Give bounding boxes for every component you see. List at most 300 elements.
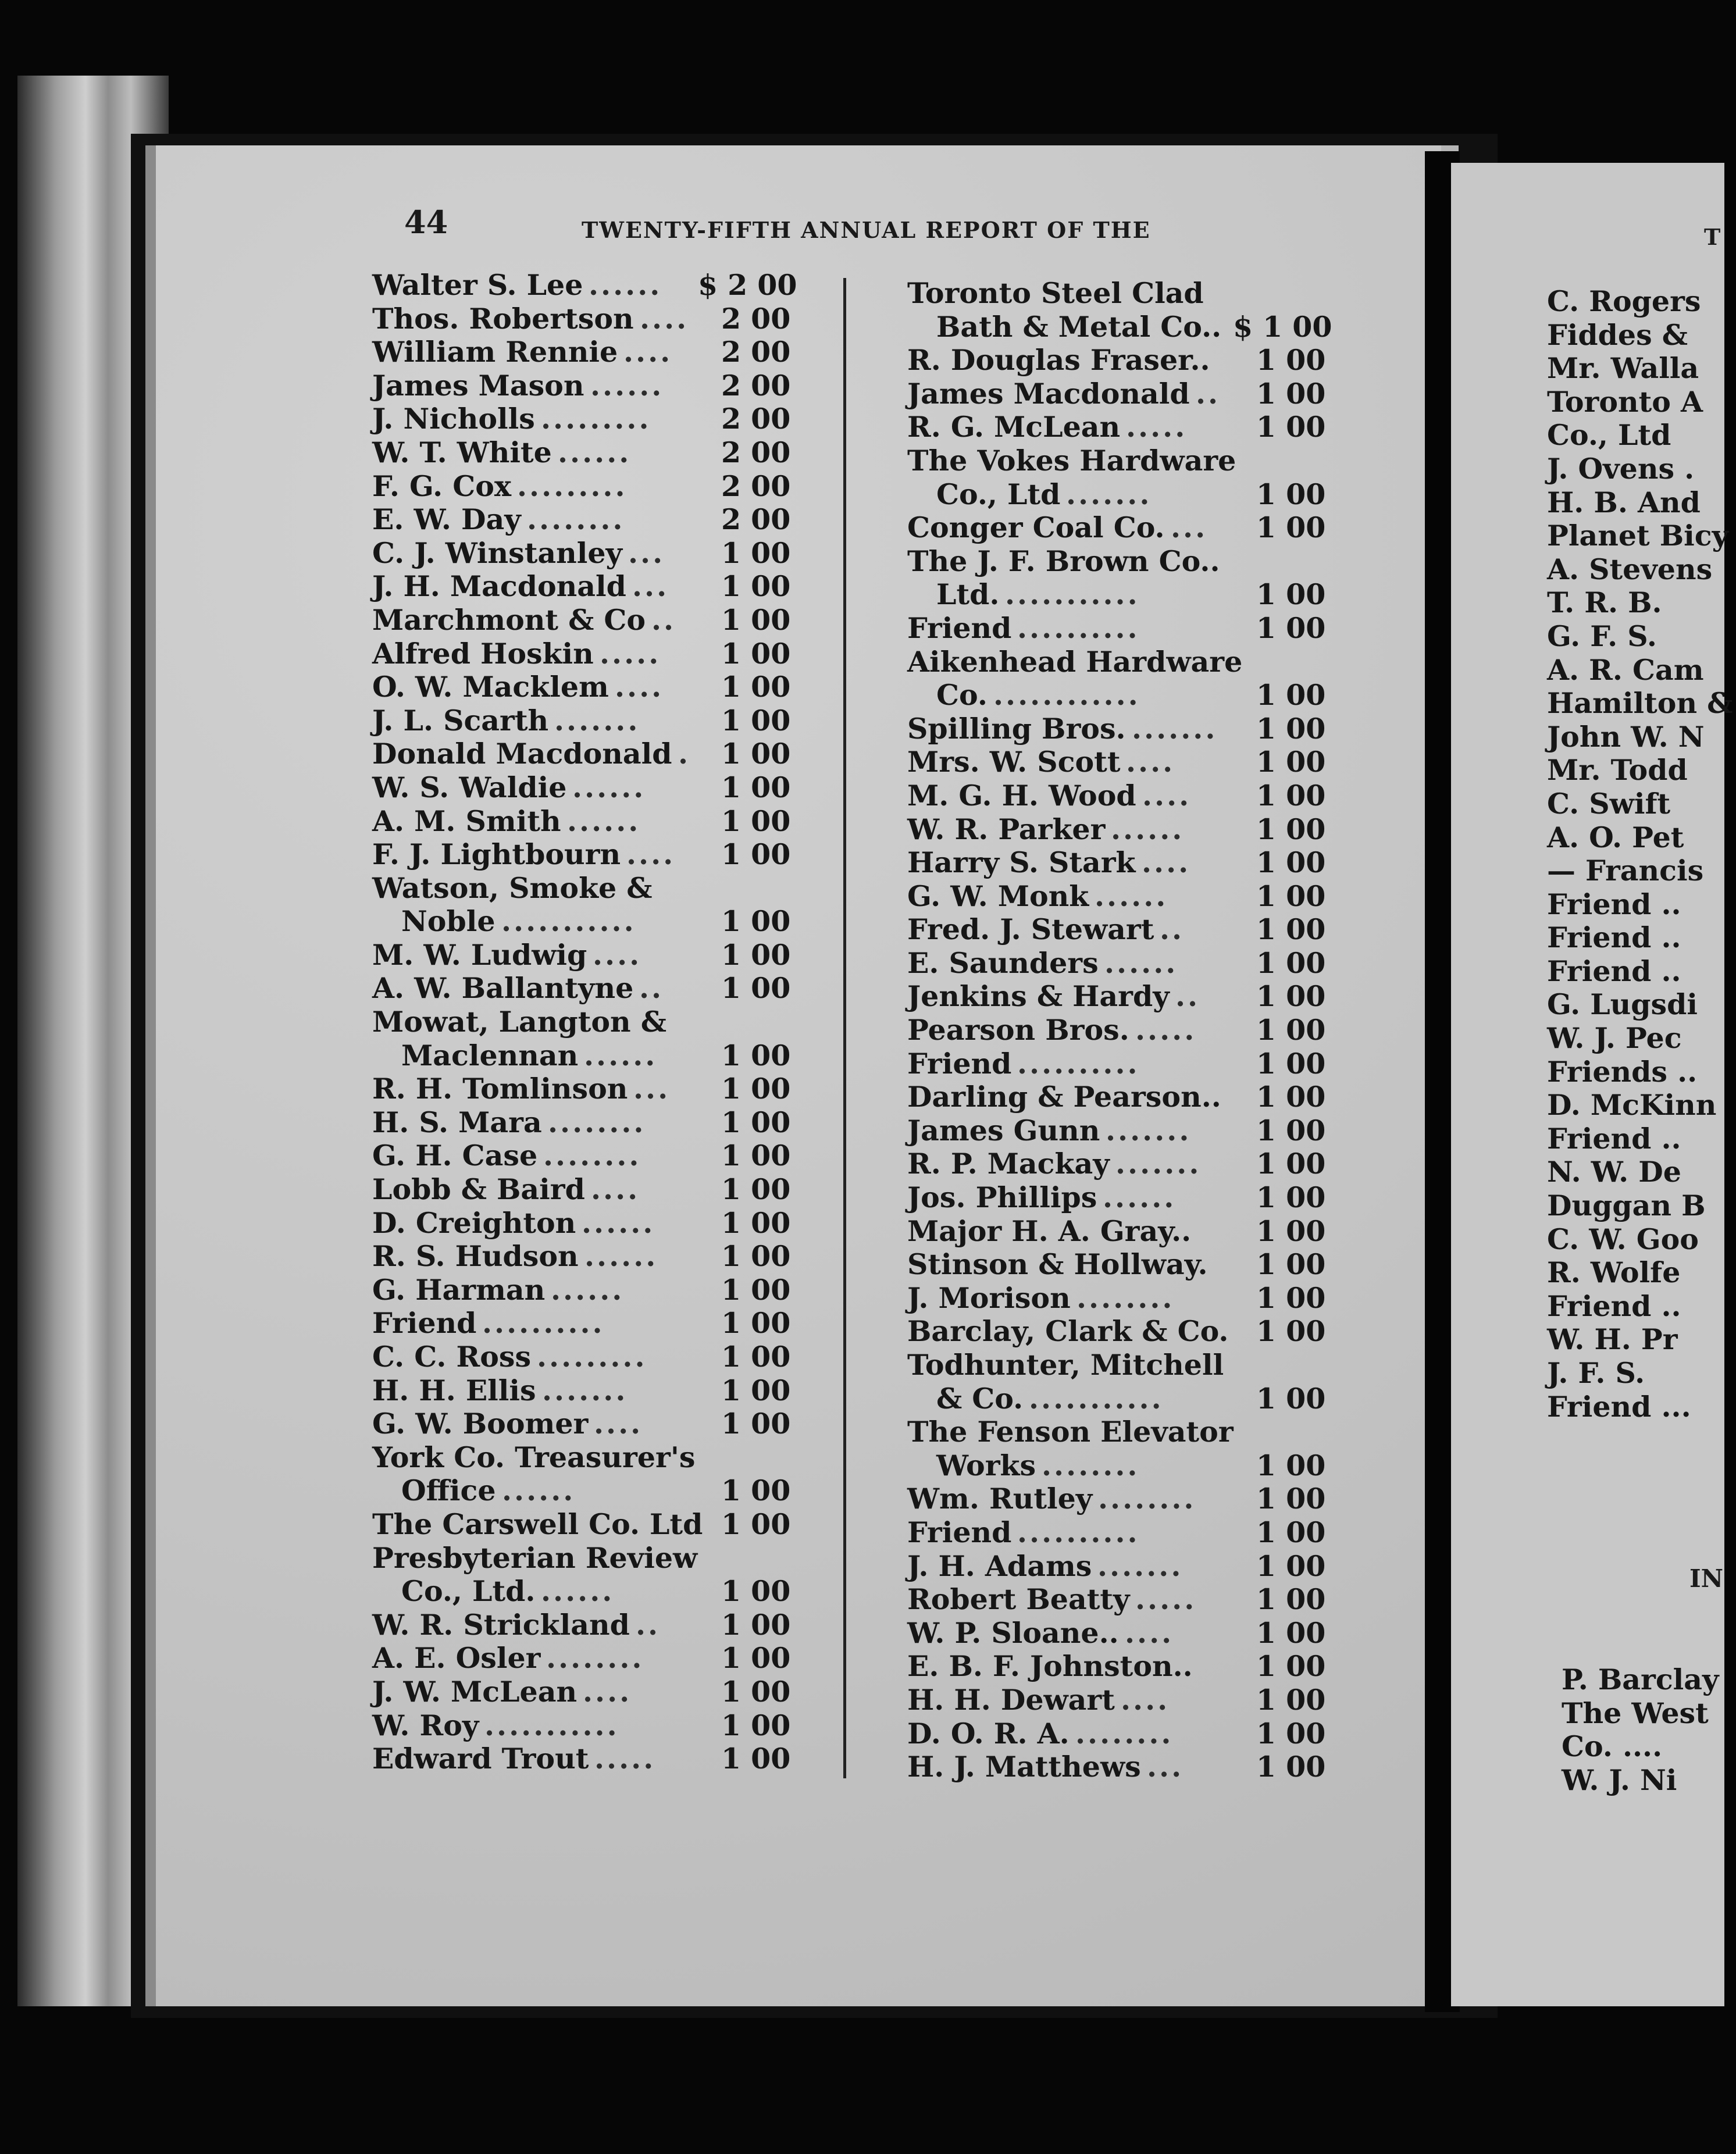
entry-name: Co., Ltd: [1547, 418, 1671, 452]
list-entry: [372, 1742, 826, 1776]
leader-dots: ........: [548, 1105, 646, 1139]
entry-name: Toronto A: [1547, 384, 1703, 419]
list-entry: [1547, 754, 1721, 787]
list-entry: [907, 746, 1361, 779]
entry-name: A. E. Osler: [372, 1641, 541, 1675]
list-entry: [907, 311, 1361, 344]
entry-name: Toronto Steel Clad: [907, 276, 1204, 310]
leader-dots: ..........: [1017, 1046, 1140, 1080]
list-entry: [372, 1307, 826, 1340]
leader-dots: ....: [594, 1407, 643, 1441]
entry-amount: 1 00: [721, 737, 791, 771]
leader-dots: ....: [615, 670, 664, 704]
entry-amount: 1 00: [1256, 1582, 1326, 1617]
leader-dots: ....: [1121, 1682, 1170, 1717]
list-entry: [372, 1039, 826, 1073]
list-entry: [907, 712, 1361, 746]
list-entry: [1547, 386, 1721, 419]
entry-amount: 2 00: [721, 368, 791, 402]
subscriber-list-left: [372, 269, 826, 1776]
leader-dots: ......: [1095, 879, 1168, 913]
entry-amount: 1 00: [721, 1641, 791, 1675]
entry-amount: 1 00: [1256, 1214, 1326, 1248]
leader-dots: ...........: [501, 904, 636, 939]
list-entry: [1547, 721, 1721, 754]
list-entry: [907, 1147, 1361, 1181]
list-entry: [1547, 1122, 1721, 1156]
leader-dots: ......: [589, 268, 662, 302]
entry-name: Stinson & Hollway.: [907, 1247, 1208, 1282]
list-entry: [1547, 921, 1721, 955]
entry-name: Friend ..: [1547, 921, 1681, 955]
entry-name: J. Morison: [907, 1281, 1071, 1315]
list-entry: [907, 478, 1361, 512]
entry-amount: 1 00: [721, 569, 791, 604]
list-entry: [372, 1274, 826, 1307]
entry-name: Edward Trout: [372, 1742, 589, 1776]
entry-name: William Rennie: [372, 335, 618, 369]
list-entry: [907, 1047, 1361, 1081]
leader-dots: ......: [541, 1574, 615, 1609]
entry-name: O. W. Macklem: [372, 670, 609, 704]
entry-amount: 2 00: [721, 335, 791, 369]
page-number: 44: [404, 204, 448, 241]
entry-amount: 1 00: [721, 703, 791, 737]
entry-amount: 1 00: [1256, 376, 1326, 411]
list-entry: [372, 1173, 826, 1207]
leader-dots: ......: [1104, 946, 1178, 980]
leader-dots: ........: [1075, 1716, 1174, 1750]
entry-name: W. H. Pr: [1547, 1322, 1678, 1357]
leader-dots: ...: [1147, 1750, 1184, 1784]
entry-name: G. F. S.: [1547, 619, 1657, 653]
entry-name: A. M. Smith: [372, 804, 561, 838]
list-entry: [372, 704, 826, 738]
entry-amount: 1 00: [1256, 1482, 1326, 1516]
entry-name: Works: [936, 1448, 1036, 1482]
leader-dots: ...: [1171, 511, 1208, 545]
entry-name: W. R. Strickland: [372, 1607, 630, 1642]
entry-name: The Carswell Co. Ltd: [372, 1507, 703, 1541]
list-entry: [372, 570, 826, 604]
leader-dots: ...: [628, 536, 665, 570]
list-entry: [1547, 1290, 1721, 1324]
entry-name: T. R. B.: [1547, 586, 1662, 620]
entry-amount: 1 00: [721, 1474, 791, 1508]
entry-amount: 1 00: [721, 1105, 791, 1139]
list-entry: [372, 1106, 826, 1140]
entry-name: Fred. J. Stewart: [907, 912, 1154, 947]
leader-dots: ..: [651, 602, 676, 637]
entry-name: R. P. Mackay: [907, 1147, 1110, 1181]
entry-name: W. R. Parker: [907, 812, 1106, 846]
entry-name: C. Rogers: [1547, 284, 1701, 318]
leader-dots: ......: [590, 368, 664, 402]
leader-dots: ......: [572, 770, 646, 804]
entry-amount: 2 00: [721, 435, 791, 469]
leader-dots: .........: [541, 402, 651, 436]
list-entry: [907, 411, 1361, 444]
list-entry: [372, 1542, 826, 1575]
leader-dots: ........: [1076, 1281, 1175, 1315]
list-entry: [907, 913, 1361, 947]
entry-amount: 1 00: [1256, 1247, 1326, 1282]
list-entry: [907, 980, 1361, 1014]
entry-amount: 1 00: [721, 904, 791, 939]
entry-amount: 1 00: [1256, 1046, 1326, 1080]
list-entry: [1547, 1089, 1721, 1122]
list-entry: [907, 880, 1361, 914]
list-entry: [1547, 1156, 1721, 1189]
entry-amount: 1 00: [1256, 477, 1326, 511]
entry-name: Wm. Rutley: [907, 1482, 1093, 1516]
entry-name: Co., Ltd: [936, 477, 1061, 511]
entry-name: Marchmont & Co: [372, 602, 646, 637]
entry-name: R. G. McLean: [907, 410, 1121, 444]
leader-dots: ..: [1160, 912, 1185, 947]
entry-amount: 1 00: [721, 1206, 791, 1240]
leader-dots: ......: [584, 1239, 658, 1274]
list-entry: [1547, 854, 1721, 888]
entry-amount: 1 00: [721, 971, 791, 1005]
entry-amount: 1 00: [1256, 812, 1326, 846]
entry-amount: 1 00: [721, 1373, 791, 1407]
entry-amount: 1 00: [721, 670, 791, 704]
entry-name: Alfred Hoskin: [372, 636, 594, 671]
list-entry: [907, 578, 1361, 612]
leader-dots: ....: [591, 1172, 640, 1207]
entry-name: Mr. Walla: [1547, 351, 1699, 386]
list-entry: [907, 1181, 1361, 1215]
entry-amount: 1 00: [1256, 410, 1326, 444]
entry-name: G. W. Boomer: [372, 1407, 589, 1441]
entry-amount: 1 00: [1256, 1013, 1326, 1047]
entry-name: Friend ..: [1547, 1121, 1681, 1156]
entry-amount: 2 00: [721, 402, 791, 436]
list-entry: [907, 377, 1361, 411]
entry-name: Todhunter, Mitchell: [907, 1348, 1224, 1382]
list-entry: [907, 1282, 1361, 1315]
list-entry: [907, 813, 1361, 847]
entry-name: H. S. Mara: [372, 1105, 542, 1139]
right-running-head: T: [1704, 224, 1721, 250]
list-entry: [372, 1005, 826, 1039]
list-entry: [1547, 586, 1721, 620]
leader-dots: ........: [1098, 1482, 1196, 1516]
entry-amount: 1 00: [1256, 1616, 1326, 1650]
entry-amount: 1 00: [721, 937, 791, 972]
entry-name: Noble: [401, 904, 496, 939]
list-entry: [1547, 1189, 1721, 1223]
entry-name: Thos. Robertson: [372, 301, 634, 336]
entry-name: A. O. Pet: [1547, 820, 1684, 854]
list-entry: [1547, 620, 1721, 654]
entry-name: G. W. Monk: [907, 879, 1089, 913]
entry-name: Ltd.: [936, 577, 1000, 612]
entry-name: D. O. R. A.: [907, 1716, 1070, 1750]
entry-amount: 1 00: [1256, 979, 1326, 1014]
entry-name: E. B. F. Johnston..: [907, 1649, 1193, 1684]
entry-name: York Co. Treasurer's: [372, 1440, 696, 1474]
entry-name: R. Wolfe: [1547, 1256, 1681, 1290]
leader-dots: ...: [632, 569, 669, 604]
list-entry: [907, 545, 1361, 579]
entry-name: Friend ..: [1547, 954, 1681, 988]
entry-name: Watson, Smoke &: [372, 871, 653, 905]
leader-dots: ........: [543, 1139, 641, 1173]
entry-amount: 1 00: [721, 1507, 791, 1541]
entry-amount: 1 00: [1256, 1549, 1326, 1583]
leader-dots: ...: [633, 1072, 671, 1106]
entry-name: A. R. Cam: [1547, 652, 1704, 687]
list-entry: [372, 771, 826, 805]
entry-name: Major H. A. Gray..: [907, 1214, 1192, 1248]
entry-name: Fiddes &: [1547, 318, 1688, 352]
leader-dots: .......: [1066, 477, 1152, 511]
entry-name: Jos. Phillips: [907, 1181, 1097, 1215]
list-entry: [907, 1516, 1361, 1550]
entry-amount: 2 00: [721, 502, 791, 537]
entry-amount: $ 2 00: [698, 268, 797, 302]
list-entry: [1547, 821, 1721, 855]
list-entry: [907, 1349, 1361, 1382]
list-entry: [372, 872, 826, 905]
entry-name: Donald Macdonald: [372, 737, 672, 771]
list-entry: [907, 1650, 1361, 1684]
entry-name: Harry S. Stark: [907, 846, 1136, 880]
entry-name: Friend ...: [1547, 1389, 1691, 1424]
list-entry: [1547, 319, 1721, 352]
entry-name: M. G. H. Wood: [907, 778, 1136, 812]
list-entry: [1547, 988, 1721, 1022]
entry-name: W. P. Sloane..: [907, 1616, 1119, 1650]
entry-amount: 1 00: [721, 804, 791, 838]
entry-name: C. W. Goo: [1547, 1222, 1699, 1256]
entry-amount: 1 00: [1256, 745, 1326, 779]
leader-dots: ........: [1042, 1448, 1140, 1482]
entry-amount: 1 00: [721, 636, 791, 671]
list-entry: [372, 1642, 826, 1675]
list-entry: [907, 1215, 1361, 1249]
list-entry: [907, 779, 1361, 813]
list-entry: [372, 737, 826, 771]
list-entry: [372, 1207, 826, 1240]
leader-dots: ...........: [1005, 577, 1140, 612]
list-entry: [372, 1441, 826, 1475]
entry-name: J. F. S.: [1547, 1356, 1645, 1390]
entry-name: James Mason: [372, 368, 584, 402]
leader-dots: .......: [554, 703, 640, 737]
leader-dots: ....: [593, 937, 642, 972]
entry-name: The Vokes Hardware: [907, 443, 1236, 477]
leader-dots: ..: [636, 1607, 661, 1642]
leader-dots: ....: [1125, 1616, 1174, 1650]
entry-amount: 1 00: [1256, 1448, 1326, 1482]
list-entry: [1562, 1697, 1736, 1731]
entry-name: Mrs. W. Scott: [907, 745, 1121, 779]
list-entry: [907, 1717, 1361, 1751]
leader-dots: .....: [594, 1742, 656, 1776]
entry-amount: 1 00: [721, 1306, 791, 1340]
leader-dots: .........: [537, 1340, 647, 1374]
leader-dots: .......: [1106, 1113, 1192, 1147]
entry-name: A. W. Ballantyne: [372, 971, 634, 1005]
entry-name: C. C. Ross: [372, 1340, 532, 1374]
list-entry: [907, 947, 1361, 980]
list-entry: [372, 805, 826, 839]
entry-name: Office: [401, 1474, 496, 1508]
leader-dots: ......: [584, 1038, 658, 1072]
list-entry: [1547, 1055, 1721, 1089]
entry-amount: 1 00: [1256, 1281, 1326, 1315]
entry-name: Friend: [907, 611, 1012, 645]
entry-name: P. Barclay: [1562, 1663, 1719, 1696]
entry-amount: 1 00: [721, 770, 791, 804]
list-entry: [372, 503, 826, 537]
entry-name: The Fenson Elevator: [907, 1415, 1234, 1449]
leader-dots: .......: [542, 1373, 628, 1407]
list-entry: [1547, 787, 1721, 821]
list-entry: [372, 269, 826, 302]
entry-amount: 1 00: [1256, 1750, 1326, 1784]
list-entry: [372, 369, 826, 403]
leader-dots: .....: [1126, 410, 1188, 444]
entry-name: — Francis: [1547, 854, 1704, 888]
leader-dots: ......: [502, 1474, 576, 1508]
entry-name: G. Harman: [372, 1272, 546, 1307]
entry-amount: 1 00: [1256, 343, 1326, 377]
list-entry: [372, 671, 826, 704]
entry-name: J. L. Scarth: [372, 703, 549, 737]
entry-amount: 1 00: [721, 1172, 791, 1207]
entry-amount: 1 00: [721, 1574, 791, 1609]
entry-amount: 1 00: [721, 1607, 791, 1642]
leader-dots: ......: [1111, 812, 1185, 846]
entry-amount: 1 00: [1256, 1147, 1326, 1181]
entry-name: Duggan B: [1547, 1189, 1706, 1223]
entry-amount: 1 00: [1256, 511, 1326, 545]
list-entry: [1547, 553, 1721, 587]
entry-name: Spilling Bros.: [907, 711, 1126, 746]
entry-name: Lobb & Baird: [372, 1172, 585, 1207]
entry-name: Friend ..: [1547, 887, 1681, 921]
leader-dots: ........: [527, 502, 625, 537]
list-entry: [372, 1575, 826, 1609]
leader-dots: .......: [1097, 1549, 1184, 1583]
entry-name: Aikenhead Hardware: [907, 644, 1243, 679]
leader-dots: ............: [993, 678, 1140, 712]
entry-amount: 2 00: [721, 469, 791, 503]
list-entry: [372, 537, 826, 570]
leader-dots: .......: [1132, 711, 1218, 746]
entry-amount: 1 00: [1256, 1314, 1326, 1349]
entry-amount: 1 00: [721, 602, 791, 637]
entry-amount: 1 00: [1256, 1381, 1326, 1415]
entry-name: James Gunn: [907, 1113, 1100, 1147]
leader-dots: ......: [567, 804, 641, 838]
list-entry: [907, 1014, 1361, 1047]
entry-name: Mowat, Langton &: [372, 1005, 666, 1039]
entry-amount: 1 00: [721, 536, 791, 570]
leader-dots: .........: [517, 469, 628, 503]
entry-amount: 1 00: [721, 1708, 791, 1742]
list-entry: [372, 1340, 826, 1374]
list-entry: [372, 1508, 826, 1542]
list-entry: [907, 1080, 1361, 1114]
entry-name: J. Ovens .: [1547, 451, 1695, 486]
entry-name: Presbyterian Review: [372, 1540, 698, 1575]
entry-amount: 1 00: [1256, 912, 1326, 947]
entry-amount: 1 00: [721, 1038, 791, 1072]
entry-name: & Co.: [936, 1381, 1024, 1415]
leader-dots: .......: [1115, 1147, 1202, 1181]
list-entry: [907, 1248, 1361, 1282]
list-entry: [1547, 486, 1721, 520]
leader-dots: .: [678, 737, 691, 771]
list-entry: [372, 436, 826, 470]
list-entry: [907, 1684, 1361, 1717]
entry-amount: 1 00: [1256, 1113, 1326, 1147]
entry-name: Friends ..: [1547, 1054, 1698, 1089]
list-entry: [907, 344, 1361, 377]
list-entry: [1547, 352, 1721, 386]
leader-dots: ........: [546, 1641, 644, 1675]
entry-name: Bath & Metal Co..: [936, 309, 1222, 344]
list-entry: [907, 1415, 1361, 1449]
entry-name: Mr. Todd: [1547, 753, 1688, 787]
entry-name: G. H. Case: [372, 1139, 538, 1173]
list-entry: [1547, 888, 1721, 922]
leader-dots: ..: [1196, 376, 1221, 411]
entry-name: Hamilton &: [1547, 686, 1733, 721]
list-entry: [1547, 1223, 1721, 1257]
entry-name: D. McKinn: [1547, 1088, 1717, 1122]
list-entry: [907, 1449, 1361, 1483]
entry-amount: 1 00: [1256, 1716, 1326, 1750]
entry-name: John W. N: [1547, 719, 1705, 754]
entry-name: H. B. And: [1547, 485, 1701, 519]
entry-name: Walter S. Lee: [372, 268, 583, 302]
entry-name: J. H. Adams: [907, 1549, 1092, 1583]
list-entry: [372, 1374, 826, 1408]
entry-amount: 1 00: [721, 1272, 791, 1307]
right-page-heading: IN: [1689, 1564, 1724, 1593]
list-entry: [1547, 1357, 1721, 1390]
leader-dots: ....: [583, 1674, 632, 1709]
list-entry: [372, 604, 826, 637]
entry-name: J. Nicholls: [372, 402, 535, 436]
list-entry: [1547, 1256, 1721, 1290]
entry-amount: 1 00: [1256, 879, 1326, 913]
entry-name: E. W. Day: [372, 502, 521, 537]
entry-amount: 1 00: [1256, 611, 1326, 645]
leader-dots: ..........: [482, 1306, 605, 1340]
leader-dots: ......: [551, 1272, 625, 1307]
list-entry: [372, 939, 826, 972]
entry-name: The West: [1562, 1696, 1709, 1730]
entry-name: Friend: [907, 1515, 1012, 1549]
leader-dots: ....: [626, 837, 676, 872]
entry-name: W. S. Waldie: [372, 770, 567, 804]
list-entry: [907, 444, 1361, 478]
running-head: TWENTY-FIFTH ANNUAL REPORT OF THE: [582, 217, 1151, 243]
leader-dots: ...........: [484, 1708, 619, 1742]
leader-dots: ..: [1175, 979, 1200, 1014]
list-entry: [372, 470, 826, 504]
list-entry: [372, 637, 826, 671]
list-entry: [372, 302, 826, 336]
entry-name: Co., Ltd.: [401, 1574, 536, 1609]
